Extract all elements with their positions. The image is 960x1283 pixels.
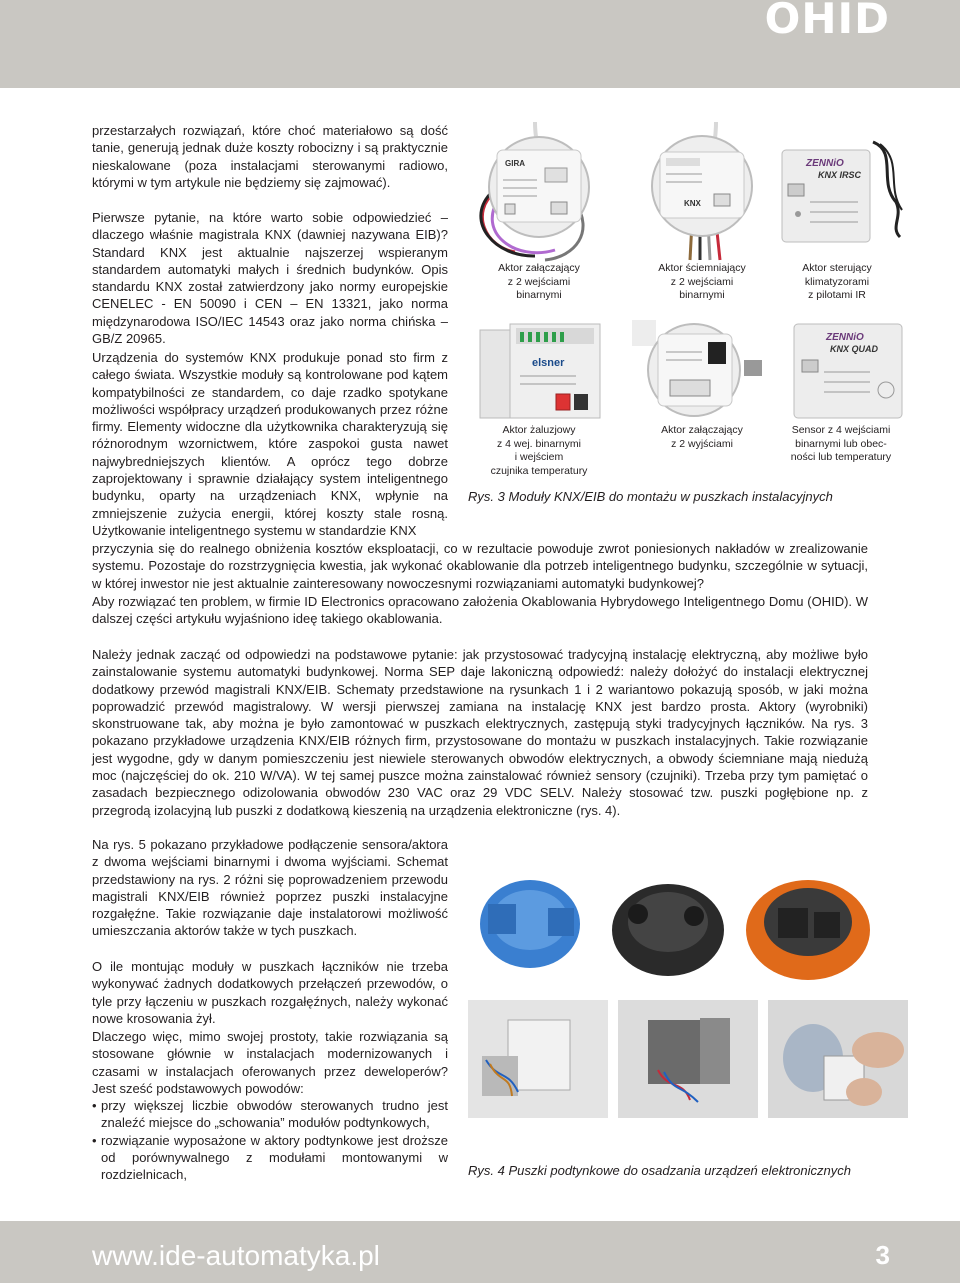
module-model-irsc: KNX IRSC bbox=[818, 170, 862, 180]
paragraph-ohid: Aby rozwiązać ten problem, w firmie ID Electronics opracowano założenia Okablowania Hybrydowego Inteligentnego Domu (OHID). W dalszej części artykułu wyjaśniono ideę takiego okablowania. bbox=[92, 594, 868, 627]
figure-4-install-photos bbox=[468, 1000, 908, 1118]
list-item: • rozwiązanie wyposażone w aktory podtynkowe jest droższe od porównywalnego z modułami montowanymi w rozdzielnicach, bbox=[92, 1132, 448, 1184]
figure-4-boxes-image bbox=[468, 864, 908, 992]
module-brand-zennio: ZENNiO bbox=[806, 158, 844, 169]
module-image-switch bbox=[632, 320, 764, 422]
caption-module-3: Aktor sterujący klimatyzorami z pilotami IR bbox=[802, 262, 872, 301]
paragraph-sep-norm: Należy jednak zacząć od odpowiedzi na podstawowe pytanie: jak przystosować tradycyjną instalację elektryczną, aby możliwe było zainstalowanie systemu automatyki budynkowej. Norma SEP daje lakoniczną odpowiedź: należy dołożyć do instalacji elektrycznej dodatkowy przewód magistrali KNX/EIB. Schematy przedstawione na rysunkach 1 i 2 wariantowo pokazują sposób, w jaki można poprowadzić przewód magistralowy. W wersji pierwszej zamiana na instalację KNX jest bardzo prosta. Aktory (wyrobniki) skonstruowane tak, aby można je było zamontować w puszkach elektrycznych, zastępują styki tradycyjnych łączników. Na rys. 3 pokazano przykładowe urządzenia KNX/EIB różnych firm, przystosowane do montażu w puszkach instalacyjnych. Takie rozwiązanie jest wygodne, gdy w danym pomieszczeniu jest niewiele sterowanych obwodów elektrycznych, a obwody ściemniane mają niedużą moc (najczęściej do ok. 210 W/VA). W tej samej puszce można zainstalować również sensory (czujniki). Trzeba przy tym pamiętać o zasadach bezpiecznego odizolowania obwodów 230 VAC oraz 29 VDC SELV. Należy stosować tzw. puszki pogłębione np. z przegrodą izolacyjną lub puszki z dodatkową kieszenią na urządzenia elektroniczne (rys. 4). bbox=[92, 647, 868, 818]
module-model-quad: KNX QUAD bbox=[830, 344, 879, 354]
caption-module-4: Aktor żaluzjowy z 4 wej. binarnymi i wejściem czujnika temperatury bbox=[490, 424, 588, 477]
paragraph-intro: przestarzałych rozwiązań, które choć materiałowo są dość tanie, generują jednak duże koszty robocizny i są praktycznie nieskalowane (poza instalacjami sterowanymi radiowo, którymi w tym artykule nie będziemy się zajmować). bbox=[92, 123, 448, 190]
module-image-dimmer bbox=[632, 122, 760, 262]
caption-module-1: Aktor załączający z 2 wejściami binarnymi bbox=[498, 262, 580, 301]
brand-title: OHID bbox=[764, 0, 890, 43]
module-brand-elsner: elsner bbox=[532, 357, 565, 369]
reasons-list bbox=[92, 1097, 448, 1183]
figure-3-caption: Rys. 3 Moduły KNX/EIB do montażu w puszkach instalacyjnych bbox=[468, 489, 833, 504]
module-brand-zennio-2: ZENNiO bbox=[826, 332, 864, 343]
paragraph-knx-why: Pierwsze pytanie, na które warto sobie odpowiedzieć – dlaczego właśnie magistrala KNX (dawniej nazywana EIB)? Standard KNX jest aktualnie najszerzej wspieranym standardem automatyki małych i średnich budynków. Opis standardu KNX został zatwierdzony jako normy europejskie CENELEC - EN 50090 i CEN – EN 13321, jako norma międzynarodowa ISO/IEC 14543 oraz jako norma chińska – GB/Z 20965. bbox=[92, 210, 448, 347]
module-image-zennio-irsc bbox=[778, 122, 908, 262]
paragraph-krosowanie: O ile montując moduły w puszkach łączników nie trzeba wykonywać żadnych dodatkowych przełączeń przewodów, o tyle przy łączeniu w puszkach rozgałęźnych, należy wykonać nowe krosowania żył. bbox=[92, 959, 448, 1026]
module-brand-gira: GIRA bbox=[505, 159, 525, 168]
figure-4-caption: Rys. 4 Puszki podtynkowe do osadzania urządzeń elektronicznych bbox=[468, 1163, 851, 1178]
paragraph-rys5: Na rys. 5 pokazano przykładowe podłączenie sensora/aktora z dwoma wejściami binarnymi i dwoma wyjściami. Schemat przedstawiony na rys. 2 różni się poprowadzeniem przewodu magistrali KNX/EIB również poprzez puszki instalacyjne rozgałęźne. Takie rozwiązanie daje instalatorowi możliwość umieszczania aktorów także w tych puszkach. bbox=[92, 837, 448, 939]
module-image-zennio-quad bbox=[790, 320, 908, 422]
paragraph-reasons: Dlaczego więc, mimo swojej prostoty, takie rozwiązania są stosowane głównie w instalacjach modernizowanych i czasami w instalacjach oferowanych przez deweloperów? Jest sześć podstawowych powodów: bbox=[92, 1029, 448, 1096]
page-number: 3 bbox=[875, 1240, 890, 1270]
caption-module-6: Sensor z 4 wejściami binarnymi lub obec- ności lub temperatury bbox=[790, 424, 892, 463]
module-image-elsner bbox=[476, 320, 606, 422]
module-brand-knx: KNX bbox=[684, 199, 701, 208]
footer-url[interactable]: www.ide-automatyka.pl bbox=[92, 1240, 380, 1271]
paragraph-costs: przyczynia się do realnego obniżenia kosztów eksploatacji, co w rezultacie powoduje zwrot poniesionych nakładów w zrealizowanie systemu. Pozostaje do rozstrzygnięcia kwestia, jak wykonać okablowanie dla potrzeb inteligentnego budynku, szczególnie w sytuacji, w której inwestor nie jest aktualnie zainteresowany nowoczesnymi rozwiązaniami automatyki budynkowej? bbox=[92, 541, 868, 591]
caption-module-5: Aktor załączający z 2 wyjściami bbox=[661, 424, 743, 450]
module-image-gira bbox=[475, 122, 603, 262]
paragraph-manufacturers: Urządzenia do systemów KNX produkuje ponad sto firm z całego świata. Wszystkie moduły są kontrolowane pod kątem kompatybilności ze standardem, co daje rzadko spotykane możliwości współpracy urządzeń produkowanych przez różne firmy. Elementy widoczne dla użytkownika charakteryzują się różnorodnym wzornictwem, które zaspokoi gusta nawet najwybredniejszych klientów. A oprócz tego dobrze zaprojektowany i sprawnie działający system inteligentnego budynku, oparty na urządzeniach KNX, wpłynie na zmniejszenie zużycia energii, której koszty stale rosną. Użytkowanie inteligentnego systemu w standardzie KNX bbox=[92, 350, 448, 538]
caption-module-2: Aktor ściemniający z 2 wejściami binarnymi bbox=[658, 262, 746, 301]
list-item: • przy większej liczbie obwodów sterowanych trudno jest znaleźć miejsce do „schowania” modułów podtynkowych, bbox=[92, 1097, 448, 1132]
